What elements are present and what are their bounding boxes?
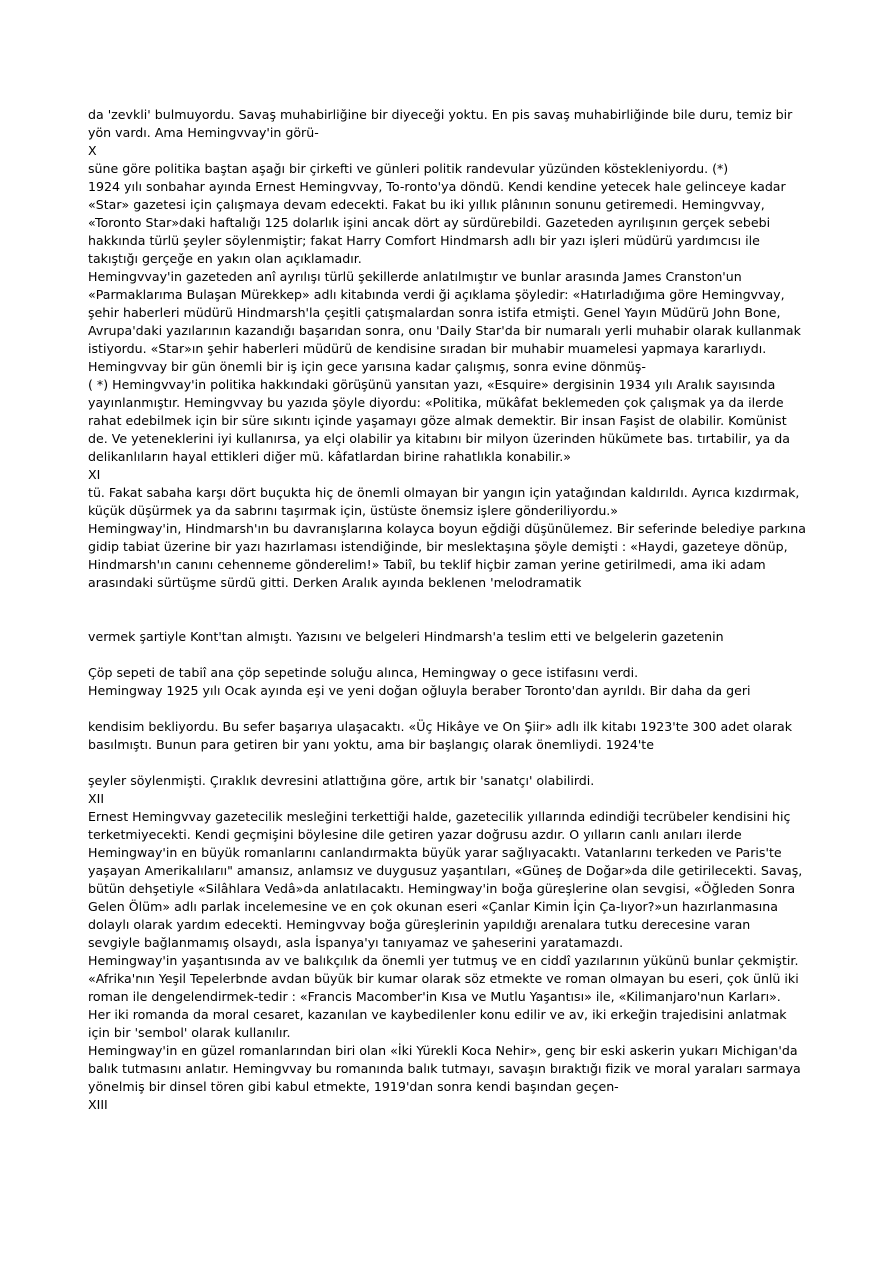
blank-gap xyxy=(88,754,806,772)
paragraph: da 'zevkli' bulmuyordu. Savaş muhabirliğine bir diyeceği yoktu. En pis savaş muhabirliğinde bile duru, temiz bir yön vardı. Ama Hemingvvay'in görü- xyxy=(88,107,793,140)
paragraph: Ernest Hemingvvay gazetecilik mesleğini terkettiği halde, gazetecilik yıllarında edindiği tecrübeler kendisini hiç terketmiyecekti. Kendi geçmişini böylesine dile getiren yazar doğrusu azdır. O yılların canlı anıları ilerde Hemingway'in en büyük romanlarını canlandırmakta büyük yarar sağlıyacaktı. Vatanlarını terkeden ve Paris'te yaşayan Amerikalılarıı" amansız, anlamsız ve duygusuz yaşantıları, «Güneş de Doğar»da dile getirilecekti. Savaş, bütün dehşetiyle «Silâhlara Vedâ»da anlatılacaktı. Hemingway'in boğa güreşlerine olan sevgisi, «Öğleden Sonra Gelen Ölüm» adlı parlak incelemesine ve en çok okunan eseri «Çanlar Kimin İçin Ça-lıyor?»un hazırlanmasına dolaylı olarak yardım edecekti. Hemingvvay boğa güreşlerinin yapıldığı arenalara tutku derecesine varan sevgiyle bağlanmamış olsaydı, asla İspanya'yı tanıyamaz ve şaheserini yaratamazdı. xyxy=(88,809,803,950)
paragraph: şeyler söylenmişti. Çıraklık devresini atlattığına göre, artık bir 'sanatçı' olabilirdi. xyxy=(88,773,595,788)
paragraph: Hemingway'in, Hindmarsh'ın bu davranışlarına kolayca boyun eğdiği düşünülemez. Bir seferinde belediye parkına gidip tabiat üzerine bir yazı hazırlaması istendiğinde, bir meslektaşına şöyle demişti : «Haydi, gazeteye dönüp, Hindmarsh'ın canını cehenneme gönderelim!» Tabiî, bu teklif hiçbir zaman yerine getirilmedi, ama iki adam arasındaki sürtüşme sürdü gitti. Derken Aralık ayında beklenen 'melodramatik xyxy=(88,521,807,590)
paragraph: Hemingvvay'in gazeteden anî ayrılışı türlü şekillerde anlatılmıştır ve bunlar arasında James Cranston'un «Parmaklarıma Bulaşan Mürekkep» adlı kitabında verdi ği açıklama şöyledir: «Hatırladığıma göre Hemingvvay, şehir haberleri müdürü Hindmarsh'la çeşitli çatışmalardan sonra istifa etmişti. Genel Yayın Müdürü John Bone, Avrupa'daki yazılarının kazandığı başarıdan sonra, onu 'Daily Star'da bir numaralı yerli muhabir olarak kullanmak istiyordu. «Star»ın şehir haberleri müdürü de kendisine sıradan bir muhabir muamelesi yapmaya kararlıydı. Hemingvvay bir gün önemli bir iş için gece yarısına kadar çalışmış, sonra evine dönmüş- xyxy=(88,269,801,374)
blank-gap xyxy=(88,700,806,718)
paragraph: Hemingway'in en güzel romanlarından biri olan «İki Yürekli Koca Nehir», genç bir eski askerin yukarı Michigan'da balık tutmasını anlatır. Hemingvvay bu romanında balık tutmayı, savaşın bıraktığı fizik ve moral yaraları sarmaya yönelmiş bir dinsel tören gibi kabul etmekte, 1919'dan sonra kendi başından geçen- xyxy=(88,1043,801,1094)
paragraph: süne göre politika baştan aşağı bir çirkefti ve günleri politik randevular yüzünden köstekleniyordu. (*) xyxy=(88,161,729,176)
paragraph: Çöp sepeti de tabiî ana çöp sepetinde soluğu alınca, Hemingway o gece istifasını verdi. xyxy=(88,665,639,680)
document-page xyxy=(88,106,806,1114)
paragraph: Hemingway'in yaşantısında av ve balıkçılık da önemli yer tutmuş ve en ciddî yazılarının yükünü bunlar çekmiştir. «Afrika'nın Yeşil Tepelerbnde avdan büyük bir kumar olarak söz etmekte ve roman olmayan bu eseri, çok ünlü iki roman ile dengelendirmek-tedir : «Francis Macomber'in Kısa ve Mutlu Yaşantısı» ile, «Kilimanjaro'nun Karları». Her iki romanda da moral cesaret, kazanılan ve kaybedilenler konu edilir ve av, iki erkeğin trajedisini anlatmak için bir 'sembol' olarak kullanılır. xyxy=(88,953,799,1040)
page-marker: XII xyxy=(88,791,105,806)
blank-gap xyxy=(88,592,806,628)
paragraph: Hemingway 1925 yılı Ocak ayında eşi ve yeni doğan oğluyla beraber Toronto'dan ayrıldı. Bir daha da geri xyxy=(88,683,751,698)
footnote: ( *) Hemingvvay'in politika hakkındaki görüşünü yansıtan yazı, «Esquire» dergisinin 1934 yılı Aralık sayısında yayınlanmıştır. Hemingvvay bu yazıda şöyle diyordu: «Politika, mükâfat beklemeden çok çalışmak ya da ilerde rahat edebilmek için bir süre sıkıntı içinde yaşamayı göze almak demektir. Bir insan Faşist de olabilir. Komünist de. Ve yeteneklerini iyi kullanırsa, ya elçi olabilir ya kitabını bir milyon üzerinden hükümete bas. tırtabilir, ya da delikanlıların hayal ettikleri diğer mü. kâfatlardan birine rahatlıkla konabilir.» xyxy=(88,377,790,464)
page-marker: XI xyxy=(88,467,101,482)
page-marker: XIII xyxy=(88,1097,108,1112)
paragraph: tü. Fakat sabaha karşı dört buçukta hiç de önemli olmayan bir yangın için yatağından kaldırıldı. Ayrıca kızdırmak, küçük düşürmek ya da sabrını taşırmak için, üstüste önemsiz işlere gönderiliyordu.» xyxy=(88,485,800,518)
blank-gap xyxy=(88,646,806,664)
page-marker: X xyxy=(88,143,97,158)
paragraph: vermek şartiyle Kont'tan almıştı. Yazısını ve belgeleri Hindmarsh'a teslim etti ve belgelerin gazetenin xyxy=(88,629,724,644)
paragraph: kendisim bekliyordu. Bu sefer başarıya ulaşacaktı. «Üç Hikâye ve On Şiir» adlı ilk kitabı 1923'te 300 adet olarak basılmıştı. Bunun para getiren bir yanı yoktu, ama bir başlangıç olarak önemliydi. 1924'te xyxy=(88,719,793,752)
paragraph: 1924 yılı sonbahar ayında Ernest Hemingvvay, To-ronto'ya döndü. Kendi kendine yetecek hale gelinceye kadar «Star» gazetesi için çalışmaya devam edecekti. Fakat bu iki yıllık plânının sonunu getiremedi. Hemingvvay, «Toronto Star»daki haftalığı 125 dolarlık işini ancak dört ay sürdürebildi. Gazeteden ayrılışının gerçek sebebi hakkında türlü şeyler söylenmiştir; fakat Harry Comfort Hindmarsh adlı bir yazı işleri müdürü yardımcısı ile takıştığı gerçeğe en yakın olan açıklamadır. xyxy=(88,179,786,266)
